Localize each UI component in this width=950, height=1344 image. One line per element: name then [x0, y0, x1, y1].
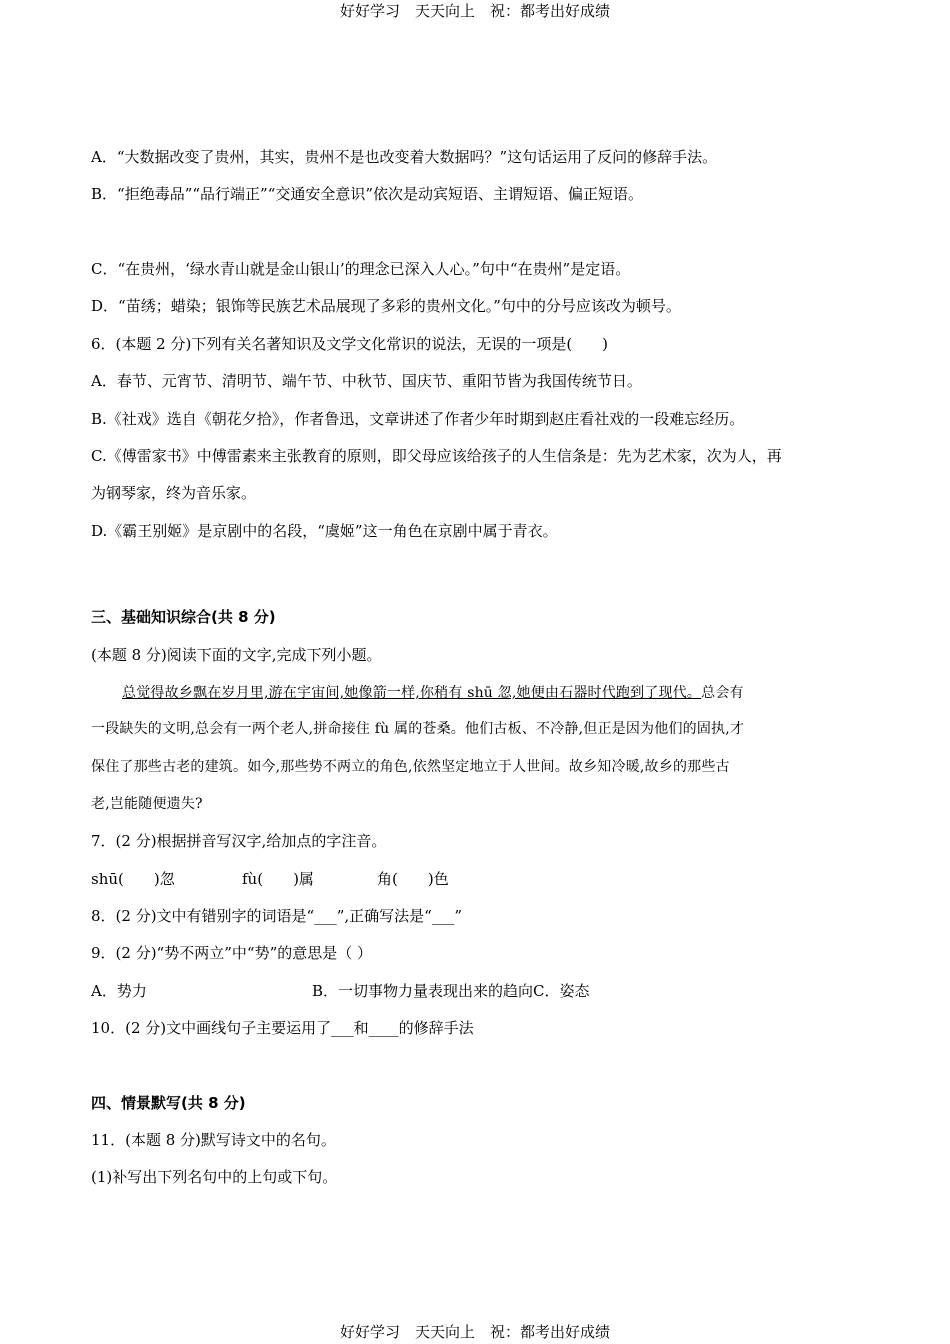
- passage-line-2: 一段缺失的文明,总会有一两个老人,拼命接住 fù 属的苍桑。他们古板、不冷静,但正是因为他们的固执,才: [91, 721, 745, 737]
- passage-line-4: 老,岂能随便遗失?: [91, 796, 203, 812]
- q6-option-a: A．春节、元宵节、清明节、端午节、中秋节、国庆节、重阳节皆为我国传统节日。: [91, 372, 642, 390]
- q6-stem: 6．(本题 2 分)下列有关名著知识及文学文化常识的说法，无误的一项是( ): [91, 335, 609, 353]
- passage-line-1-rest: 总会有: [701, 685, 744, 701]
- section3-intro: (本题 8 分)阅读下面的文字,完成下列小题。: [91, 646, 382, 664]
- q7-item-b: fù( )属: [242, 870, 314, 888]
- q9-option-bc: B．一切事物力量表现出来的趋向C．姿态: [312, 982, 590, 1000]
- q5-option-c: C．“在贵州，‘绿水青山就是金山银山’的理念已深入人心。”句中“在贵州”是定语。: [91, 260, 631, 278]
- q5-option-a: A．“大数据改变了贵州，其实，贵州不是也改变着大数据吗？”这句话运用了反问的修辞手法。: [91, 148, 718, 166]
- section3-title: 三、基础知识综合(共 8 分): [91, 608, 276, 626]
- passage-line-3: 保住了那些古老的建筑。如今,那些势不两立的角色,依然坚定地立于人世间。故乡知冷暖,故乡的那些古: [91, 759, 730, 775]
- q7-stem: 7．(2 分)根据拼音写汉字,给加点的字注音。: [91, 832, 387, 850]
- section4-title: 四、情景默写(共 8 分): [91, 1094, 246, 1112]
- q11-part1: (1)补写出下列名句中的上句或下句。: [91, 1168, 338, 1186]
- q11-stem: 11．(本题 8 分)默写诗文中的名句。: [91, 1131, 336, 1149]
- q10-stem: 10．(2 分)文中画线句子主要运用了___和____的修辞手法: [91, 1019, 474, 1037]
- q7-item-c: 角( )色: [377, 870, 449, 888]
- passage-underlined-sentence: 总觉得故乡飘在岁月里,游在宇宙间,她像箭一样,你稍有 shū 忽,她便由石器时代跑到了现代。: [122, 685, 702, 701]
- page-footer: 好好学习 天天向上 祝：都考出好成绩: [339, 1323, 610, 1341]
- q9-option-a: A．势力: [91, 982, 147, 1000]
- q6-option-d: D.《霸王别姬》是京剧中的名段，“虞姬”这一角色在京剧中属于青衣。: [91, 522, 558, 540]
- q6-option-b: B.《社戏》选自《朝花夕拾》，作者鲁迅，文章讲述了作者少年时期到赵庄看社戏的一段难忘经历。: [91, 410, 745, 428]
- q6-option-c-line1: C.《傅雷家书》中傅雷素来主张教育的原则，即父母应该给孩子的人生信条是：先为艺术家，次为人，再: [91, 447, 782, 465]
- q5-option-b: B．“拒绝毒品”“品行端正”“交通安全意识”依次是动宾短语、主谓短语、偏正短语。: [91, 185, 644, 203]
- q5-option-d: D．“苗绣；蜡染；银饰等民族艺术品展现了多彩的贵州文化。”句中的分号应该改为顿号。: [91, 297, 681, 315]
- passage-line-1: [122, 682, 744, 702]
- q6-option-c-line2: 为钢琴家，终为音乐家。: [91, 484, 257, 502]
- q9-stem: 9．(2 分)“势不两立”中“势”的意思是（ ）: [91, 944, 373, 962]
- page-header: 好好学习 天天向上 祝：都考出好成绩: [339, 2, 610, 20]
- q8-stem: 8．(2 分)文中有错别字的词语是“___”,正确写法是“___”: [91, 907, 463, 925]
- q7-item-a: shū( )忽: [91, 870, 175, 888]
